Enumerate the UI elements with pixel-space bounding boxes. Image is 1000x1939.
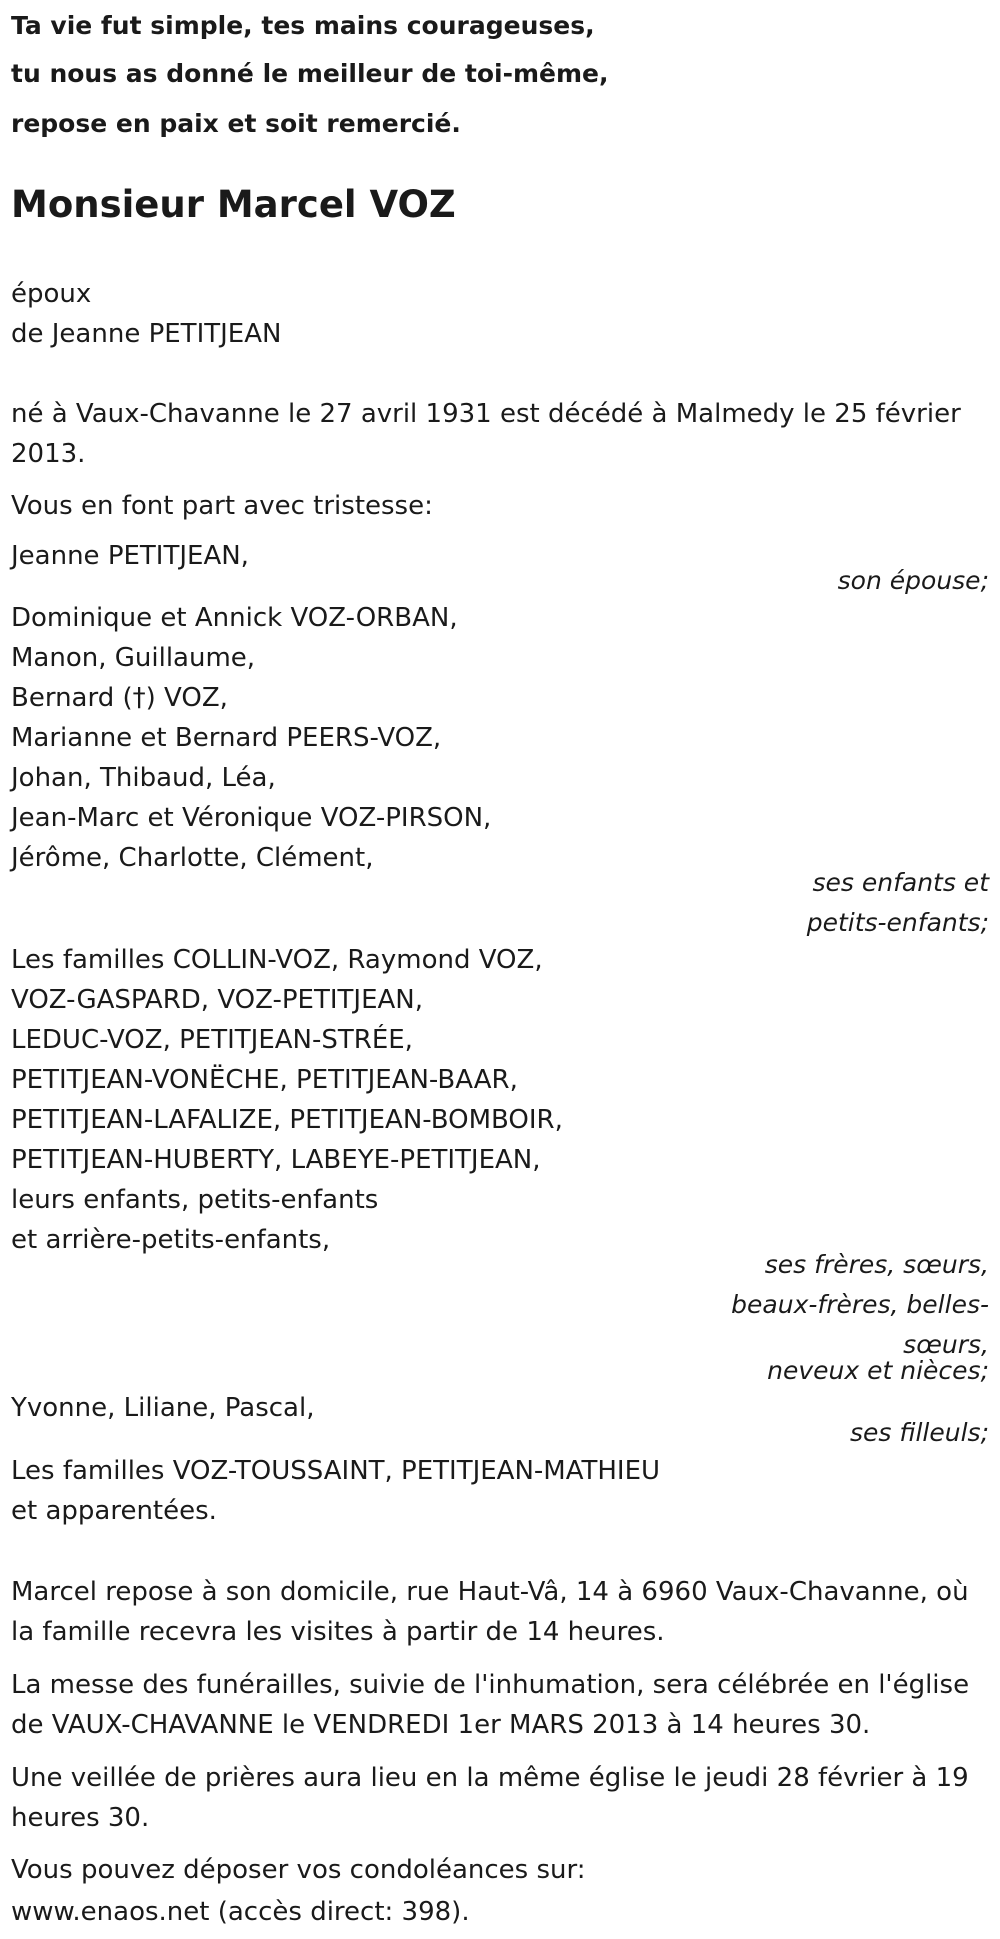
epitaph-line-3: repose en paix et soit remercié. xyxy=(11,109,461,138)
relation-label: beaux-frères, belles- xyxy=(731,1290,989,1319)
info-paragraph-line: heures 30. xyxy=(11,1803,150,1833)
deceased-name: Monsieur Marcel VOZ xyxy=(11,183,456,226)
family-name-line: Yvonne, Liliane, Pascal, xyxy=(11,1393,315,1423)
info-paragraph-line: La messe des funérailles, suivie de l'inhumation, sera célébrée en l'église xyxy=(11,1670,970,1700)
family-name-line: PETITJEAN-VONËCHE, PETITJEAN-BAAR, xyxy=(11,1065,518,1095)
family-name-line: Les familles COLLIN-VOZ, Raymond VOZ, xyxy=(11,945,543,975)
family-name-line: Jérôme, Charlotte, Clément, xyxy=(11,843,374,873)
spouse-line-1: époux xyxy=(11,279,92,309)
relation-label: son épouse; xyxy=(837,566,989,595)
family-name-line: Jeanne PETITJEAN, xyxy=(11,541,249,571)
birth-death-line-2: 2013. xyxy=(11,439,86,469)
info-paragraph-line: Vous pouvez déposer vos condoléances sur: xyxy=(11,1855,586,1885)
family-name-line: Manon, Guillaume, xyxy=(11,643,256,673)
relation-label: neveux et nièces; xyxy=(767,1356,989,1385)
relation-label: ses filleuls; xyxy=(849,1418,989,1447)
epitaph-line-1: Ta vie fut simple, tes mains courageuses, xyxy=(11,11,595,40)
family-name-line: VOZ-GASPARD, VOZ-PETITJEAN, xyxy=(11,985,424,1015)
info-paragraph-line: Marcel repose à son domicile, rue Haut-Vâ, 14 à 6960 Vaux-Chavanne, où xyxy=(11,1577,969,1607)
spouse-line-2: de Jeanne PETITJEAN xyxy=(11,319,282,349)
family-name-line: et arrière-petits-enfants, xyxy=(11,1225,331,1255)
family-name-line: leurs enfants, petits-enfants xyxy=(11,1185,379,1215)
family-name-line: Marianne et Bernard PEERS-VOZ, xyxy=(11,723,442,753)
family-name-line: PETITJEAN-HUBERTY, LABEYE-PETITJEAN, xyxy=(11,1145,541,1175)
family-name-line: Johan, Thibaud, Léa, xyxy=(11,763,276,793)
info-paragraph-line: de VAUX-CHAVANNE le VENDREDI 1er MARS 2013 à 14 heures 30. xyxy=(11,1710,871,1740)
family-name-line: Dominique et Annick VOZ-ORBAN, xyxy=(11,603,458,633)
other-families-line-2: et apparentées. xyxy=(11,1496,217,1526)
family-name-line: Bernard (†) VOZ, xyxy=(11,683,228,713)
epitaph-line-2: tu nous as donné le meilleur de toi-même, xyxy=(11,59,609,88)
other-families-line-1: Les familles VOZ-TOUSSAINT, PETITJEAN-MATHIEU xyxy=(11,1456,661,1486)
relation-label: ses enfants et xyxy=(812,868,989,897)
birth-death-line-1: né à Vaux-Chavanne le 27 avril 1931 est décédé à Malmedy le 25 février xyxy=(11,399,961,429)
relation-label: petits-enfants; xyxy=(806,908,989,937)
family-name-line: PETITJEAN-LAFALIZE, PETITJEAN-BOMBOIR, xyxy=(11,1105,563,1135)
relation-label: sœurs, xyxy=(903,1330,989,1359)
relation-label: ses frères, sœurs, xyxy=(764,1250,989,1279)
family-name-line: Jean-Marc et Véronique VOZ-PIRSON, xyxy=(11,803,492,833)
announcement: Vous en font part avec tristesse: xyxy=(11,491,433,521)
condolences-link[interactable]: www.enaos.net (accès direct: 398). xyxy=(11,1897,470,1927)
info-paragraph-line: Une veillée de prières aura lieu en la même église le jeudi 28 février à 19 xyxy=(11,1763,969,1793)
family-name-line: LEDUC-VOZ, PETITJEAN-STRÉE, xyxy=(11,1025,413,1055)
info-paragraph-line: la famille recevra les visites à partir de 14 heures. xyxy=(11,1617,665,1647)
